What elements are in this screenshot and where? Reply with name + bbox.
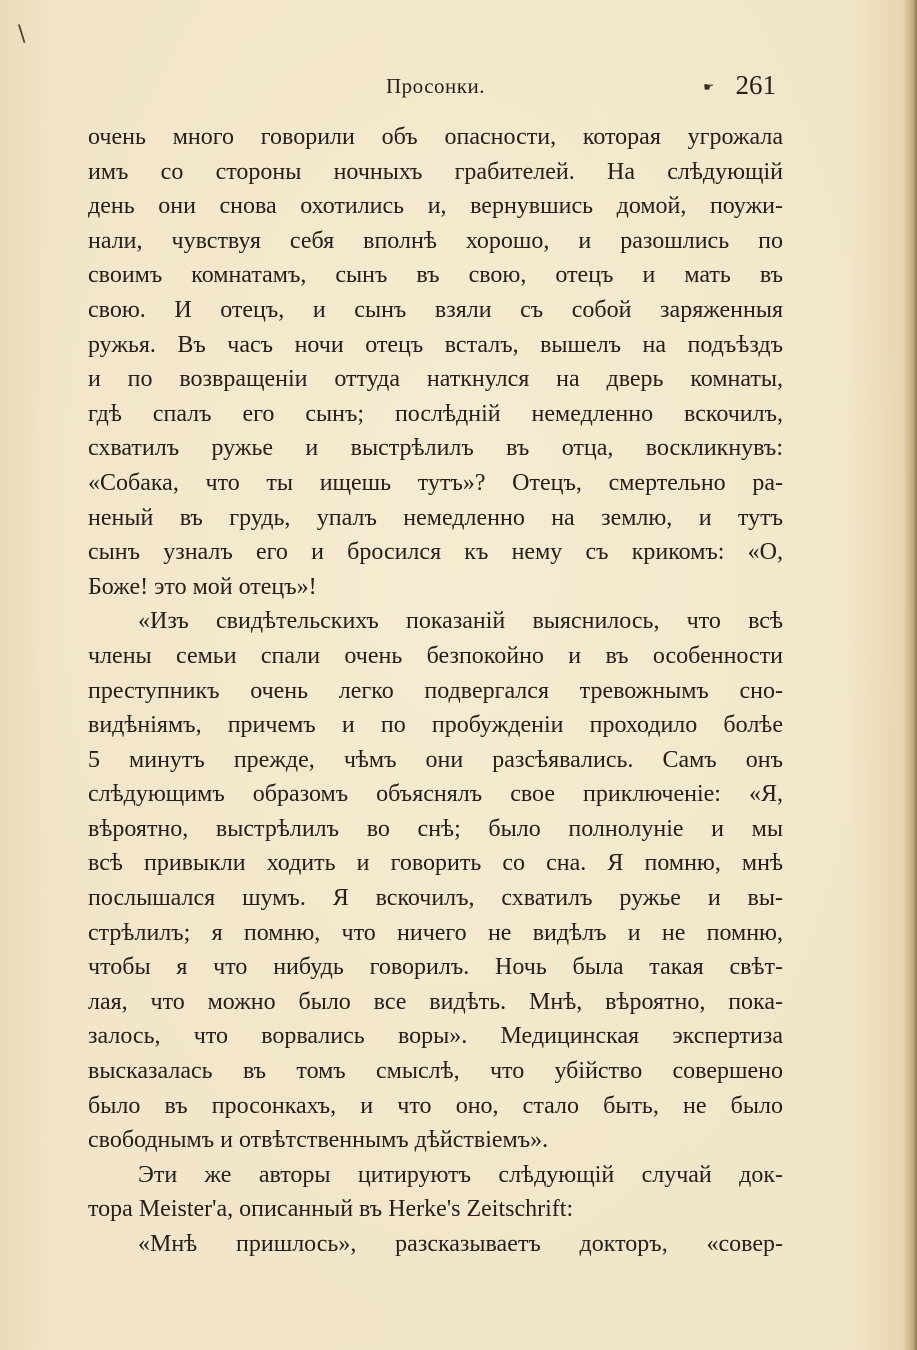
paragraph-start-line: «Мнѣ пришлось», разсказываетъ докторъ, «совер- [138, 1231, 783, 1257]
text-line: неный въ грудь, упалъ немедленно на землю, и тутъ [88, 504, 783, 531]
text-line: имъ со стороны ночныхъ грабителей. На слѣдующій [88, 158, 783, 185]
text-line: гдѣ спалъ его сынъ; послѣдній немедленно вскочилъ, [88, 400, 783, 427]
text-line: слѣдующимъ образомъ объяснялъ свое приключеніе: «Я, [88, 781, 783, 808]
text-line: видѣніямъ, причемъ и по пробужденіи проходило болѣе [88, 712, 783, 739]
text-line: залось, что ворвались воры». Медицинская экспертиза [88, 1023, 783, 1050]
text-line: члены семьи спали очень безпокойно и въ особенности [88, 642, 783, 669]
page-edge-shadow [903, 0, 917, 1350]
text-line: лая, что можно было все видѣть. Мнѣ, вѣроятно, пока- [88, 988, 783, 1015]
text-line: ружья. Въ часъ ночи отецъ всталъ, вышелъ на подъѣздъ [88, 331, 783, 358]
text-line: стрѣлилъ; я помню, что ничего не видѣлъ и не помню, [88, 919, 783, 946]
paragraph-end-line: свободнымъ и отвѣтственнымъ дѣйствіемъ». [88, 1127, 549, 1154]
paragraph-start-line: «Изъ свидѣтельскихъ показаній выяснилось, что всѣ [138, 608, 783, 635]
paragraph-start-line: Эти же авторы цитируютъ слѣдующій случай док- [138, 1161, 783, 1188]
text-line: схватилъ ружье и выстрѣлилъ въ отца, воскликнувъ: [88, 435, 783, 462]
text-line: сынъ узналъ его и бросился къ нему съ крикомъ: «О, [88, 539, 783, 566]
running-title: Просонки. [386, 74, 485, 98]
text-line: и по возвращеніи оттуда наткнулся на дверь комнаты, [88, 366, 783, 393]
text-line: день они снова охотились и, вернувшись домой, поужи- [88, 193, 783, 220]
text-line: «Собака, что ты ищешь тутъ»? Отецъ, смертельно ра- [88, 469, 783, 496]
text-line: послышался шумъ. Я вскочилъ, схватилъ ружье и вы- [88, 885, 783, 912]
text-line: всѣ привыкли ходить и говорить со сна. Я помню, мнѣ [88, 850, 783, 877]
body-text [88, 120, 783, 1262]
text-line: свою. И отецъ, и сынъ взяли съ собой заряженныя [88, 296, 783, 323]
text-line: высказалась въ томъ смыслѣ, что убійство совершено [88, 1058, 783, 1085]
text-line: своимъ комнатамъ, сынъ въ свою, отецъ и мать въ [88, 262, 783, 289]
page-number: 261 [735, 70, 776, 100]
text-line: нали, чувствуя себя вполнѣ хорошо, и разошлись по [88, 227, 783, 254]
paragraph-end-line: Боже! это мой отецъ»! [88, 573, 317, 600]
text-line: преступникъ очень легко подвергался тревожнымъ сно- [88, 677, 783, 704]
page-header [90, 70, 780, 110]
text-line: вѣроятно, выстрѣлилъ во снѣ; было полнолуніе и мы [88, 815, 783, 842]
paragraph-end-line: тора Meister'а, описанный въ Herke's Zeitschrift: [88, 1196, 574, 1223]
corner-mark: \ [18, 22, 26, 47]
text-line: чтобы я что нибудь говорилъ. Ночь была такая свѣт- [88, 954, 783, 981]
text-line: 5 минутъ прежде, чѣмъ они разсѣявались. Самъ онъ [88, 746, 783, 773]
pointing-hand-icon: ☛ [703, 80, 714, 94]
text-line: было въ просонкахъ, и что оно, стало быть, не было [88, 1092, 783, 1119]
text-line: очень много говорили объ опасности, которая угрожала [88, 124, 783, 150]
